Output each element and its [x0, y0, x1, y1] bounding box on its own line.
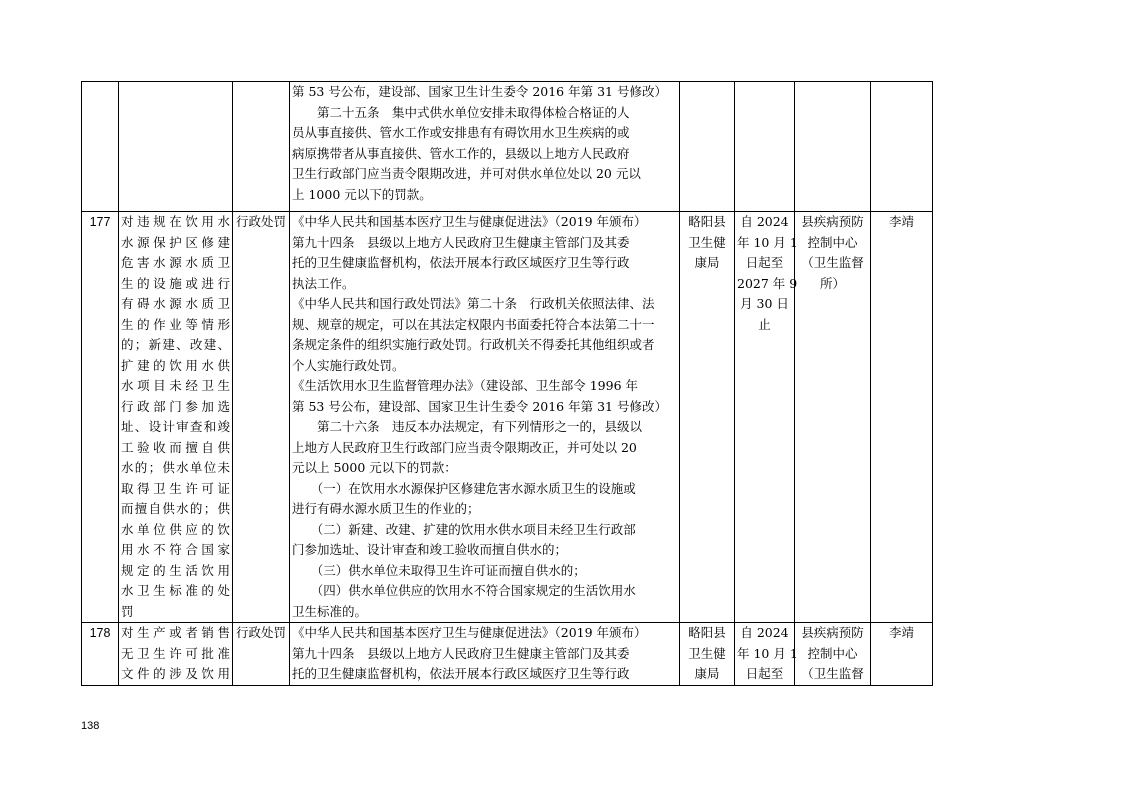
category-cell: 行政处罚 [233, 212, 290, 623]
basis-line: 第 53 号公布，建设部、国家卫生计生委令 2016 年第 31 号修改） [292, 398, 667, 414]
matter-line: 工验收而擅自供 [121, 439, 230, 455]
matter-line: 水源保护区修建 [121, 234, 230, 250]
matter-line: 危害水源水质卫 [121, 255, 230, 270]
basis-line: 卫生行政部门应当责令限期改进，并可对供水单位处以 20 元以 [292, 166, 641, 181]
basis-line: 第九十四条 县级以上地方人民政府卫生健康主管部门及其委 [292, 234, 630, 250]
basis-line: 个人实施行政处罚。 [292, 357, 405, 373]
period-line: 自 2024 [740, 214, 789, 229]
matter-cell [119, 82, 233, 212]
implementer-cell [680, 82, 735, 212]
row-number [82, 82, 119, 212]
basis-line: （三）供水单位未取得卫生许可证而擅自供水的； [292, 562, 586, 578]
basis-line: 第二十六条 违反本办法规定，有下列情形之一的，县级以 [292, 419, 643, 434]
undertaker-line: 县疾病预防 [801, 214, 864, 229]
basis-line: 进行有碍水源水质卫生的作业的； [292, 501, 480, 516]
period-cell [735, 623, 798, 686]
basis-line: 第九十四条 县级以上地方人民政府卫生健康主管部门及其委 [292, 645, 630, 661]
undertaker-cell [795, 82, 871, 212]
person-cell: 李靖 [871, 623, 933, 686]
matter-line: 有碍水源水质卫 [121, 296, 230, 311]
matter-line: 的；新建、改建、 [121, 337, 230, 352]
basis-line: 卫生标准的。 [292, 603, 368, 619]
undertaker-line: 控制中心 [807, 645, 858, 661]
matter-line: 水项目未经卫生 [121, 378, 230, 393]
basis-line: （四）供水单位供应的饮用水不符合国家规定的生活饮用水 [292, 583, 636, 598]
table-row-177 [82, 212, 933, 623]
matter-line: 对生产或者销售 [121, 625, 230, 640]
basis-line: 《中华人民共和国基本医疗卫生与健康促进法》（2019 年颁布） [292, 625, 647, 640]
matter-line: 取得卫生许可证 [121, 480, 230, 496]
basis-line: 第二十五条 集中式供水单位安排未取得体检合格证的人 [292, 104, 630, 120]
matter-cell [119, 212, 233, 623]
matter-line: 址、设计审查和竣 [121, 419, 230, 434]
period-line: 月 30 日 [740, 296, 789, 311]
implementer-line: 略阳县 [688, 214, 726, 229]
implementer-line: 康局 [694, 666, 720, 681]
period-line: 2027 年 9 [737, 275, 798, 291]
matter-line: 行政部门参加选 [121, 398, 230, 414]
basis-line: 规、规章的规定，可以在其法定权限内书面委托符合本法第二十一 [292, 316, 655, 332]
period-line: 年 10 月 1 [737, 234, 798, 250]
category-cell [233, 82, 290, 212]
matter-line: 扩建的饮用水供 [121, 357, 230, 373]
implementer-line: 卫生健 [688, 645, 726, 661]
basis-line: 托的卫生健康监督机构，依法开展本行政区域医疗卫生等行政 [292, 255, 630, 270]
table-row-continuation [82, 82, 933, 212]
matter-line: 文件的涉及饮用 [121, 666, 230, 681]
basis-line: 门参加选址、设计审查和竣工验收而擅自供水的； [292, 542, 568, 557]
implementer-line: 略阳县 [688, 625, 726, 640]
basis-line: 《生活饮用水卫生监督管理办法》（建设部、卫生部令 1996 年 [292, 378, 639, 393]
matter-line: 用水不符合国家 [121, 542, 230, 557]
person-cell [871, 82, 933, 212]
undertaker-line: 控制中心 [807, 234, 858, 250]
matter-line: 水卫生标准的处 [121, 583, 230, 598]
basis-line: 执法工作。 [292, 275, 355, 291]
period-line: 止 [758, 316, 771, 332]
basis-cell [290, 623, 680, 686]
implementer-cell [680, 212, 735, 623]
person-cell: 李靖 [871, 212, 933, 623]
basis-line: 上地方人民政府卫生行政部门应当责令限期改正，并可处以 20 [292, 439, 637, 455]
matter-line: 水单位供应的饮 [121, 521, 230, 537]
basis-line: 元以上 5000 元以下的罚款： [292, 460, 457, 475]
matter-line: 无卫生许可批准 [121, 645, 230, 661]
undertaker-line: 所） [819, 275, 845, 291]
basis-line: 《中华人民共和国行政处罚法》第二十条 行政机关依照法律、法 [292, 296, 655, 311]
matter-line: 生的作业等情形 [121, 316, 230, 332]
undertaker-line: （卫生监督 [801, 255, 864, 270]
implementer-line: 康局 [694, 255, 720, 270]
matter-line: 规定的生活饮用 [121, 562, 230, 578]
basis-cell [290, 82, 680, 212]
implementer-cell [680, 623, 735, 686]
period-cell [735, 82, 795, 212]
basis-cell [290, 212, 680, 623]
basis-line: （一）在饮用水水源保护区修建危害水源水质卫生的设施或 [292, 480, 636, 496]
matter-line: 生的设施或进行 [121, 275, 230, 291]
basis-line: 第 53 号公布，建设部、国家卫生计生委令 2016 年第 31 号修改） [292, 84, 667, 99]
undertaker-cell [795, 212, 871, 623]
undertaker-line: 县疾病预防 [801, 625, 864, 640]
basis-line: 托的卫生健康监督机构，依法开展本行政区域医疗卫生等行政 [292, 666, 630, 681]
matter-line: 水的；供水单位未 [121, 460, 230, 475]
period-line: 自 2024 [740, 625, 789, 640]
table-row-178 [82, 623, 933, 686]
period-line: 年 10 月 1 [737, 645, 798, 661]
period-line: 日起至 [745, 255, 784, 270]
matter-line: 罚 [121, 603, 134, 619]
basis-line: 《中华人民共和国基本医疗卫生与健康促进法》（2019 年颁布） [292, 214, 647, 229]
implementer-line: 卫生健 [688, 234, 726, 250]
category-cell: 行政处罚 [233, 623, 290, 686]
period-cell [735, 212, 798, 623]
period-line: 日起至 [745, 666, 784, 681]
row-number: 178 [82, 623, 119, 686]
matter-line: 而擅自供水的；供 [121, 501, 230, 516]
undertaker-line: （卫生监督 [801, 666, 864, 681]
undertaker-cell [795, 623, 871, 686]
basis-line: 员从事直接供、管水工作或安排患有有碍饮用水卫生疾病的或 [292, 125, 630, 140]
basis-line: 病原携带者从事直接供、管水工作的，县级以上地方人民政府 [292, 145, 630, 161]
basis-line: 上 1000 元以下的罚款。 [292, 186, 432, 202]
matter-line: 对违规在饮用水 [121, 214, 230, 229]
matter-cell [119, 623, 233, 686]
page-number: 138 [81, 720, 100, 732]
basis-line: 条规定条件的组织实施行政处罚。行政机关不得委托其他组织或者 [292, 337, 655, 352]
basis-line: （二）新建、改建、扩建的饮用水供水项目未经卫生行政部 [292, 521, 636, 537]
row-number: 177 [82, 212, 119, 623]
regulation-table [81, 81, 933, 686]
